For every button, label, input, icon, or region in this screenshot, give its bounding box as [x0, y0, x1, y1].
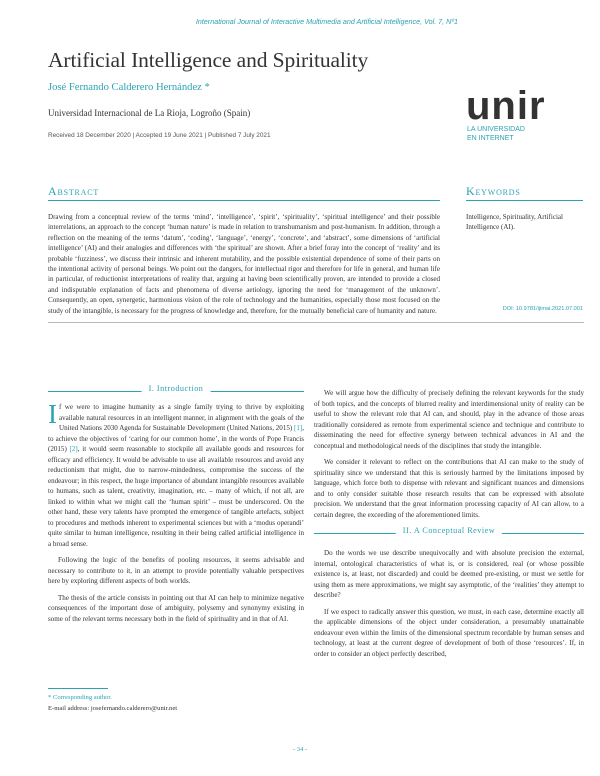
- right-paragraph-1: We will argue how the difficulty of precisely defining the relevant keywords for the study of both topics, and the concepts of blurred reality and interdimensional unity of reality can be useful to show the relevant role that AI can, and should, play in the advance of those areas traditionally considered as remote from experimental science and technique and contribute to disseminating the need for effective synergy between technical advances in AI and the conceptual and methodological needs of the disciplines that study the intangible.: [314, 389, 584, 450]
- citation-2[interactable]: [2]: [69, 445, 78, 453]
- left-column: [48, 399, 304, 630]
- review-heading-label: II. A Conceptual Review: [396, 526, 502, 537]
- footnote-rule: [48, 688, 108, 689]
- review-section-heading: [314, 526, 584, 540]
- page-number: - 34 -: [292, 746, 308, 753]
- review-paragraph-2: If we expect to radically answer this question, we must, in each case, determine exactly all the applicable dimensions of the object under consideration, a presumably unattainable endeavour even within the limits of the dimensional spectrum recordable by human senses and technology, at least at the current degree of development of both of those ‘resources’. If, in order to consider an object perfectly described,: [314, 607, 584, 658]
- abstract-heading: Abstract: [48, 184, 440, 201]
- footnote-email[interactable]: E-mail address: josefernando.calderero@unir.net: [48, 705, 178, 712]
- drop-cap: I: [48, 399, 57, 429]
- affiliation: Universidad Internacional de La Rioja, Logroño (Spain): [48, 108, 251, 118]
- doi-link[interactable]: DOI: 10.9781/ijimai.2021.07.001: [502, 306, 583, 312]
- intro-heading-label: I. Introduction: [142, 384, 211, 393]
- footnote-label: * Corresponding author.: [48, 694, 112, 701]
- unir-logo: unir: [466, 84, 546, 128]
- publication-dates: Received 18 December 2020 | Accepted 19 June 2021 | Published 7 July 2021: [48, 132, 271, 139]
- right-column: [314, 388, 584, 665]
- review-paragraph-1: Do the words we use describe unequivocally and with absolute precision the external, internal, ontological characteristics of what is, or is considered, real (or whose possible existence is, at least, not discarded) and could be deemed pre-existing, or must we settle for using them as mere approximations, we might say asymptotic, of the ‘realities’ they attempt to describe?: [314, 549, 584, 599]
- right-paragraph-2: We consider it relevant to reflect on the contributions that AI can make to the study of spirituality since we understand that this is seriously harmed by the limitations imposed by language, which force both to dispense with relevant and significant nuances and dimensions and to only consider suitable those research results that can be expressed with absolute precision. We understand that the great information processing capacity of AI can allow, to a certain degree, the exceeding of the aforementioned limits.: [314, 458, 584, 519]
- author-name: José Fernando Calderero Hernández *: [48, 82, 210, 93]
- intro-paragraph-1: If we were to imagine humanity as a single family trying to thrive by exploiting available natural resources in an intelligent manner, in alignment with the goals of the United Nations 2030 Agenda for Sustainable Development (United Nations, 2015) [1], to achieve the objectives of ‘caring for our common home’, in the words of Pope Francis (2015) [2], it would seem reasonable to stockpile all available goods and resources for efficacy and efficiency. It would be advisable to use all available resources and avoid any reductionism that might, due to narrow-mindedness, compromise the success of the endeavour; in this respect, the huge importance of abundant intangible resources available to humans, such as talent, creativity, imagination, etc. – many of which, if not all, are linked to within what we might call the ‘human spirit’ – must be underscored. On the other hand, these very talents have prompted the emergence of tangible artefacts, subject to procedures and methods inherent to experimental sciences but with a ‘modus operandi’ quite similar to human intelligence, resulting in their being called artificial intelligence in a broad sense.: [48, 399, 304, 548]
- page-title: Artificial Intelligence and Spirituality: [48, 48, 369, 72]
- keywords-heading: Keywords: [466, 184, 583, 201]
- intro-paragraph-2: Following the logic of the benefits of pooling resources, it seems advisable and necessary to contribute to it, in an attempt to provide potentially valuable perspectives here by exploring different aspects of both worlds.: [48, 556, 304, 585]
- intro-paragraph-3: The thesis of the article consists in pointing out that AI can help to minimize negative consequences of the important dose of ambiguity, polysemy and synonymy existing in some of the relevant terms necessary both in the field of spirituality and in that of AI.: [48, 593, 304, 623]
- divider: [48, 322, 584, 323]
- keywords-text: Intelligence, Spirituality, Artificial Intelligence (AI).: [466, 213, 563, 232]
- logo-subtitle-line1: LA UNIVERSIDAD: [467, 126, 525, 133]
- logo-subtitle-line2: EN INTERNET: [467, 134, 514, 142]
- abstract-text: Drawing from a conceptual review of the terms ‘mind’, ‘intelligence’, ‘spirit’, ‘spirituality’, ‘spiritual intelligence’ and their possible interrelations, an approach to the concept ‘human nature’ is made in relation to transhumanism and post-humanism. In addition, through a reflection on the meaning of the terms ‘datum’, ‘coding’, ‘language’, ‘energy’, ‘concrete’, and ‘abstract’, some dimensions of ‘artificial intelligence’ (AI) and their analogies and differences with ‘the spiritual’ are shown. After a brief foray into the concept of ‘reality’ and its probable ‘fuzziness’, we discuss their intrinsic and inherent mutability, and the possible existential dependence of some of their parts on the intentional activity of personal beings. We point out the dangers, for intellectual rigor and therefore for life in general, and human life in particular, of reductionist interpretations of reality that, arguing at having been scientifically proven, are intended to provide a closed and indisputable explanation of facts and phenomena of diverse aetiology, ignoring the need for ‘management of the unknown’. Consequently, an open, synergetic, harmonious vision of the role of technology and the humanities, especially those most focused on the study of the intangible, is necessary for the progress of knowledge and, therefore, for the mutually beneficial care of humanity and nature.: [48, 213, 440, 315]
- unir-logo-subtitle: [467, 126, 567, 143]
- intro-section-heading: [48, 384, 304, 398]
- journal-header: International Journal of Interactive Multimedia and Artificial Intelligence, Vol. 7, Nº1: [195, 17, 458, 26]
- citation-1[interactable]: [1]: [294, 424, 303, 432]
